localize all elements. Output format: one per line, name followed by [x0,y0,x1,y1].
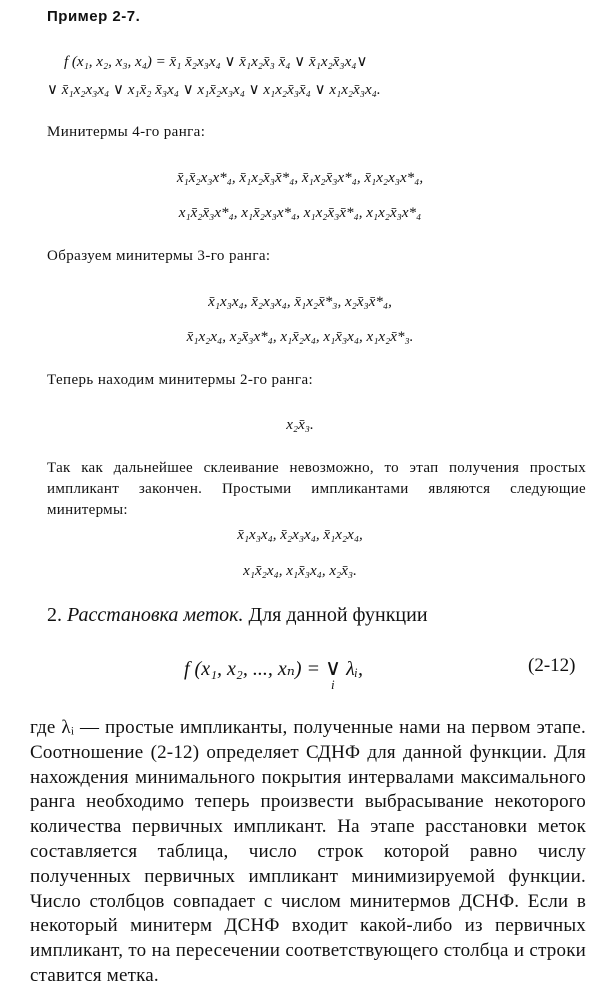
equation-lhs: f (x₁, x₂, ..., xₙ) = [184,658,321,680]
rank3-label: Образуем минитермы 3-го ранга: [47,248,271,264]
disjunction-index: i [331,677,335,692]
rank2-label: Теперь находим минитермы 2-го ранга: [47,372,314,388]
section-title: Расстановка меток. [67,604,244,626]
rank3-terms-line-1: x̄₁x₃x₄, x̄₂x₃x₄, x̄₁x₂x̄*₃, x₂x̄₃x̄*₄, [208,294,392,310]
function-formula-line-2: ∨ x̄₁x₂x₃x₄ ∨ x₁x̄₂ x̄₃x₄ ∨ x₁x̄₂x₃x₄ ∨ x₁x₂x̄₃x̄₄ ∨ x₁x₂x̄₃x₄. [47,82,381,98]
section-intro: Для данной функции [248,604,428,626]
function-formula-line-1: f (x₁, x₂, x₃, x₄) = x̄₁ x̄₂x₃x₄ ∨ x̄₁x₂x̄₃ x̄₄ ∨ x̄₁x₂x̄₃x₄∨ [64,54,368,70]
section-heading [47,604,428,627]
body-paragraph: где λᵢ — простые импликанты, полученные нами на первом этапе. Соотношение (2-12) определяет СДНФ для данной функции. Для нахождения минимального покрытия интервалами максимального ранга необходимо теперь произвести выбрасывание некоторого количества первичных импликант. На этапе расстановки меток составляется таблица, число строк которой равно числу полученных первичных импликант минимизируемой функции. Число столбцов совпадает с числом минитермов ДСНФ. Если в некоторый минитерм ДСНФ входит какой-либо из первичных импликант, то на пересечении соответствующего столбца и строки ставится метка. [30,717,586,986]
section-number: 2. [47,604,62,626]
rank4-terms-line-1: x̄₁x̄₂x₃x*₄, x̄₁x₂x̄₃x̄*₄, x̄₁x₂x̄₃x*₄, x̄₁x₂x₃x*₄, [176,170,424,186]
prime-terms-line-2: x₁x̄₂x₄, x₁x̄₃x₄, x₂x̄₃. [243,563,357,579]
equation-rhs: λᵢ, [346,658,363,680]
disjunction-symbol: ∨ [325,655,342,680]
example-heading: Пример 2-7. [47,8,141,25]
disjunction-operator [325,655,342,692]
rank2-terms: x₂x̄₃. [286,417,314,433]
equation-number: (2-12) [528,655,576,676]
prime-terms-line-1: x̄₁x₃x₄, x̄₂x₃x₄, x̄₁x₂x₄, [237,527,363,543]
rank4-label: Минитермы 4-го ранга: [47,124,206,140]
equation-2-12 [184,655,363,692]
rank4-terms-line-2: x₁x̄₂x̄₃x*₄, x₁x̄₂x₃x*₄, x₁x₂x̄₃x̄*₄, x₁x₂x̄₃x*₄ [178,205,422,221]
gluing-paragraph: Так как дальнейшее склеивание невозможно, то этап получения простых импликант закончен. Простыми импликантами являются следующие минитермы: [47,460,586,518]
rank3-terms-line-2: x̄₁x₂x₄, x₂x̄₃x*₄, x₁x̄₂x₄, x₁x̄₃x₄, x₁x₂x̄*₃. [186,329,414,345]
